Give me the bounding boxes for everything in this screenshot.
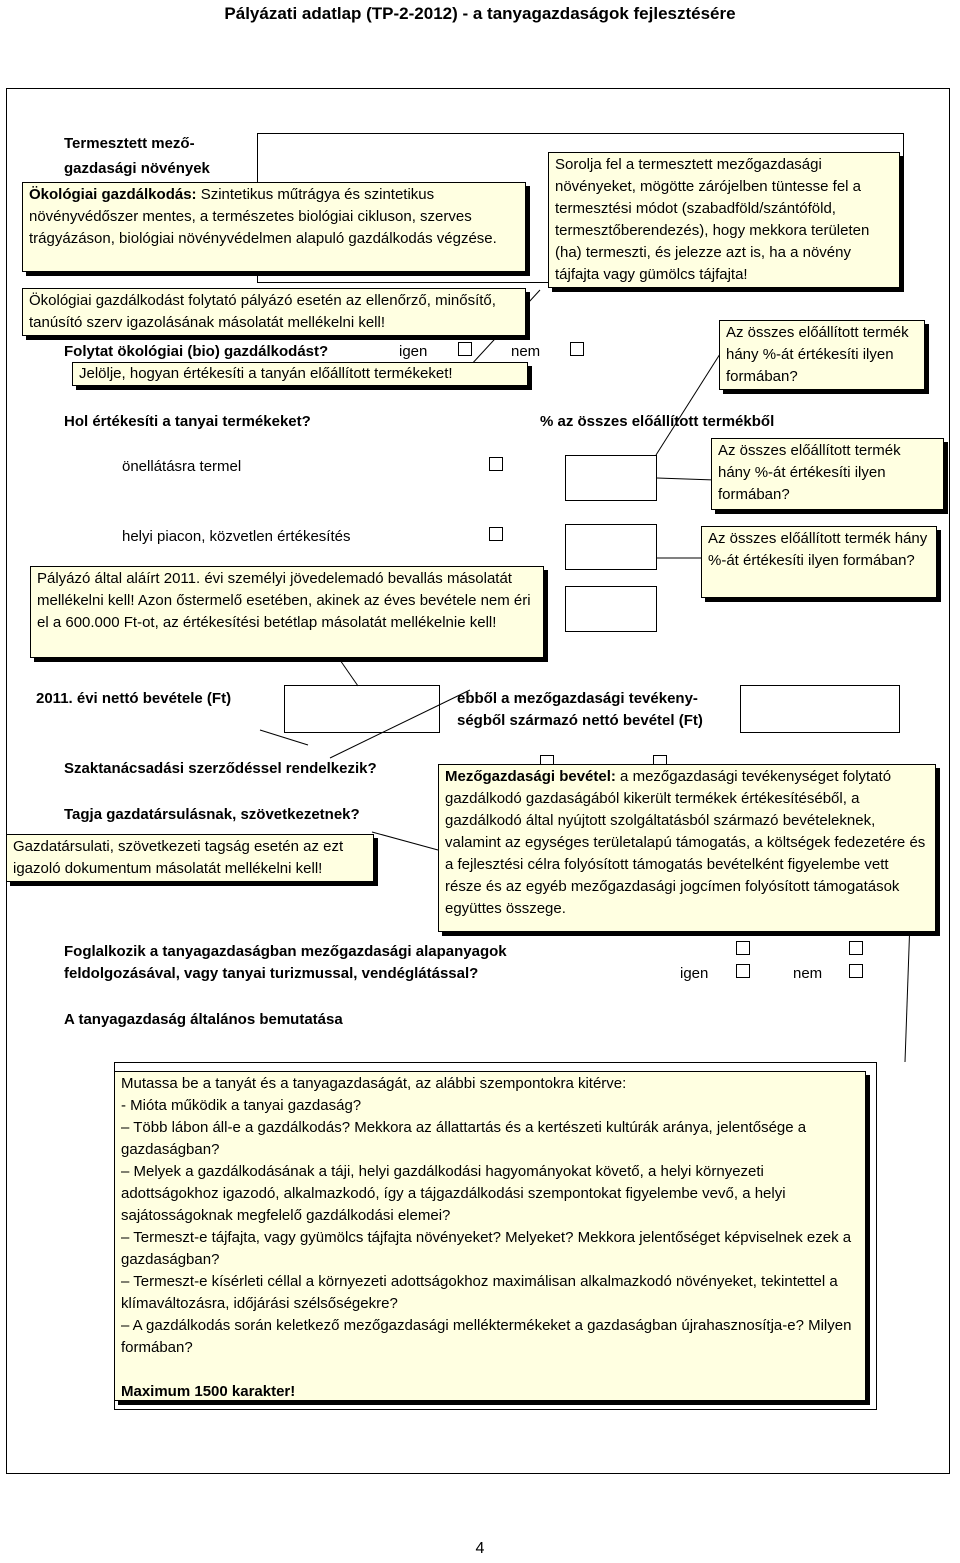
- advisory-question: Szaktanácsadási szerződéssel rendelkezik?: [64, 760, 377, 777]
- self-supply-checkbox[interactable]: [489, 457, 503, 471]
- net-income-field[interactable]: [284, 685, 440, 733]
- general-item-6: – A gazdálkodás során keletkező mezőgazdasági melléktermékeket a gazdaságban újrahasznosítja-e? Milyen formában?: [121, 1317, 852, 1356]
- tax-return-callout: [30, 566, 544, 658]
- crops-list-callout-text: Sorolja fel a termesztett mezőgazdasági növényeket, mögötte zárójelben tüntesse fel a termesztési módot (szabadföld/szántóföld, termesztőberendezés), hogy mekkora területen (ha) termeszti, és jelezze azt is, ha a növény tájfajta vagy gümölcs tájfajta!: [555, 156, 870, 283]
- organic-definition-callout: [22, 182, 526, 272]
- organic-certificate-callout: [22, 288, 526, 336]
- crops-list-callout: [548, 152, 900, 288]
- processing-question-line2: feldolgozásával, vagy tanyai turizmussal, vendéglátással?: [64, 965, 479, 982]
- general-item-5: – Termeszt-e kísérleti céllal a környezeti adottságokhoz maximálisan alkalmazkodó növényeket, tekintettel a klímaváltozásra, időjárási szélsőségekre?: [121, 1273, 838, 1312]
- agri-income-definition-term: Mezőgazdasági bevétel:: [445, 768, 616, 785]
- page-number: 4: [475, 1540, 485, 1557]
- processing-no-label: nem: [793, 965, 823, 982]
- crops-label-line1: Termesztett mező-: [64, 135, 195, 152]
- membership-question: Tagja gazdatársulásnak, szövetkezetnek?: [64, 806, 360, 823]
- general-description-callout: [114, 1071, 866, 1401]
- organic-no-label: nem: [511, 343, 541, 360]
- percent-callout-1-text: Az összes előállított termék hány %-át értékesíti ilyen formában?: [726, 324, 909, 385]
- agri-income-label-line2: ségből származó nettó bevétel (Ft): [457, 712, 703, 729]
- processing-extra-checkbox-1[interactable]: [736, 941, 750, 955]
- percent-callout-1: [719, 320, 925, 390]
- sales-row-self-supply: önellátásra termel: [122, 458, 242, 475]
- net-income-label: 2011. évi nettó bevétele (Ft): [36, 690, 232, 707]
- organic-no-checkbox[interactable]: [570, 342, 584, 356]
- sales-row-local-market: helyi piacon, közvetlen értékesítés: [122, 528, 351, 545]
- agri-income-definition-callout: [438, 764, 936, 932]
- cooperative-document-callout: [6, 834, 374, 882]
- percent-callout-2-text: Az összes előállított termék hány %-át értékesíti ilyen formában?: [718, 442, 901, 503]
- local-market-percent-field[interactable]: [565, 524, 657, 570]
- tax-return-callout-text: Pályázó által aláírt 2011. évi személyi jövedelemadó bevallás másolatát mellékelni kell! Azon őstermelő esetében, akinek az éves bevétele nem éri el a 600.000 Ft-ot, az értékesítési betétlap másolatát mellékelnie kell!: [37, 570, 531, 631]
- page-header-title: Pályázati adatlap (TP-2-2012) - a tanyagazdaságok fejlesztésére: [224, 4, 736, 23]
- sales-mark-callout-text: Jelölje, hogyan értékesíti a tanyán előállított termékeket!: [79, 365, 453, 382]
- organic-definition-text: Szintetikus műtrágya és szintetikus növényvédőszer mentes, a természetes biológiai cikluson, szerves trágyázáson, biológiai növényvédelmen alapuló gazdálkodás végzése.: [29, 186, 497, 247]
- agri-income-label-line1: ebből a mezőgazdasági tevékeny-: [457, 690, 698, 707]
- organic-question: Folytat ökológiai (bio) gazdálkodást?: [64, 343, 329, 360]
- processing-no-checkbox[interactable]: [849, 964, 863, 978]
- general-item-4: – Termeszt-e tájfajta, vagy gyümölcs tájfajta növényeket? Melyeket? Mekkora jelentőséget képviselnek ezek a gazdaságban?: [121, 1229, 852, 1268]
- processing-yes-label: igen: [680, 965, 709, 982]
- sales-question: Hol értékesíti a tanyai termékeket?: [64, 413, 311, 430]
- local-market-checkbox[interactable]: [489, 527, 503, 541]
- general-intro: Mutassa be a tanyát és a tanyagazdaságát, az alábbi szempontokra kitérve:: [121, 1075, 627, 1092]
- general-item-3: – Melyek a gazdálkodásának a táji, helyi gazdálkodási hagyományokat követő, a helyi környezeti adottságokhoz igazodó, alkalmazkodó, így a tájgazdálkodási szempontokat figyelembe vevő, a helyi sajátosságoknak megfelelő gazdálkodási elemei?: [121, 1163, 786, 1224]
- percent-callout-2: [711, 438, 944, 510]
- cooperative-document-callout-text: Gazdatársulati, szövetkezeti tagság esetén az ezt igazoló dokumentum másolatát mellékelni kell!: [13, 838, 344, 877]
- crops-label-line2: gazdasági növények: [64, 160, 210, 177]
- sales-percent-header: % az összes előállított termékből: [540, 413, 775, 430]
- organic-yes-label: igen: [399, 343, 428, 360]
- processing-question-line1: Foglalkozik a tanyagazdaságban mezőgazdasági alapanyagok: [64, 943, 507, 960]
- organic-certificate-callout-text: Ökológiai gazdálkodást folytató pályázó esetén az ellenőrző, minősítő, tanúsító szerv igazolásának másolatát mellékelni kell!: [29, 292, 496, 331]
- agri-income-definition-text: a mezőgazdasági tevékenységet folytató gazdálkodó gazdaságából kikerült termékek értékesítéséből, a gazdálkodó által nyújtott szolgáltatásból származó bevételeknek, valamint az egységes területalapú támogatás, a költségek fedezetére és a fejlesztési célra folyósított támogatás bevételként figyelembe vett része és az egyéb mezőgazdasági jogcímen folyósított támogatások együttes összege.: [445, 768, 926, 917]
- processing-extra-checkbox-2[interactable]: [849, 941, 863, 955]
- organic-definition-term: Ökológiai gazdálkodás:: [29, 186, 197, 203]
- agri-income-field[interactable]: [740, 685, 900, 733]
- general-max-chars: Maximum 1500 karakter!: [121, 1383, 296, 1400]
- sales-mark-callout: [72, 362, 528, 386]
- third-percent-field[interactable]: [565, 586, 657, 632]
- self-supply-percent-field[interactable]: [565, 455, 657, 501]
- percent-callout-3: [701, 526, 937, 598]
- percent-callout-3-text: Az összes előállított termék hány %-át értékesíti ilyen formában?: [708, 530, 928, 569]
- general-item-2: – Több lábon áll-e a gazdálkodás? Mekkora az állattartás és a kertészeti kultúrák aránya, jelentősége a gazdaságban?: [121, 1119, 807, 1158]
- general-section-title: A tanyagazdaság általános bemutatása: [64, 1011, 343, 1028]
- general-item-1: - Mióta működik a tanyai gazdaság?: [121, 1097, 362, 1114]
- organic-yes-checkbox[interactable]: [458, 342, 472, 356]
- processing-yes-checkbox[interactable]: [736, 964, 750, 978]
